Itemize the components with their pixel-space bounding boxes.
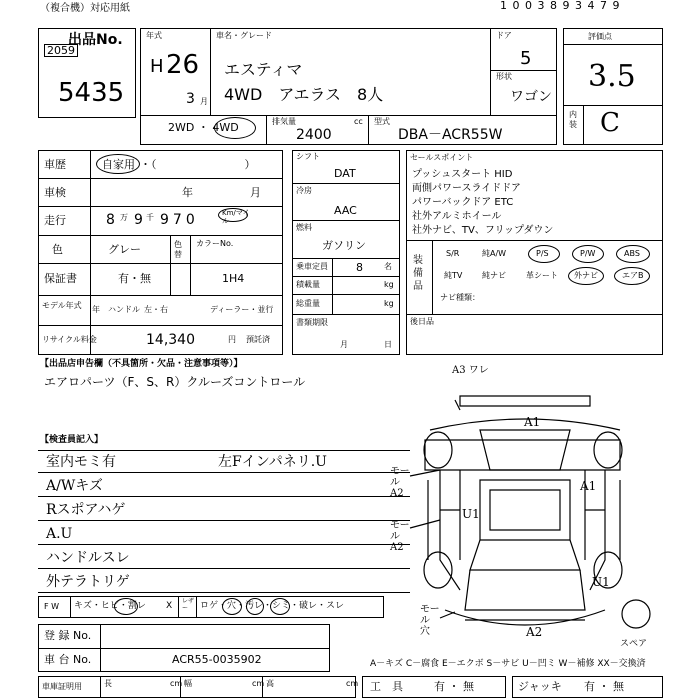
ac-label: 冷房 <box>296 186 312 195</box>
equip-ps: P/S <box>536 249 549 258</box>
chassis-value: ACR55-0035902 <box>172 653 262 666</box>
history-value: 自家用 <box>102 158 135 171</box>
handle-value: 左・右 <box>144 305 168 314</box>
warranty-label: 保証書 <box>44 272 77 285</box>
year-label: 年式 <box>146 31 162 40</box>
equip-sr: S/R <box>446 249 460 258</box>
month-unit: 月 <box>200 97 208 106</box>
year-month: 3 <box>186 91 195 107</box>
rating-score: 3.5 <box>588 59 636 94</box>
reg-label: 登 録 No. <box>44 629 92 642</box>
height-unit: cm <box>346 679 359 688</box>
height-label: 高 <box>266 679 274 688</box>
notes-label: 【出品店申告欄（不具箇所・欠品・注意事項等）】 <box>40 359 243 369</box>
color-change-label: 色替 <box>174 240 182 259</box>
load-label: 積載量 <box>296 280 320 289</box>
inspector-line-4: A.U <box>46 526 73 542</box>
shift-label: シフト <box>296 152 320 161</box>
weight-label: 総重量 <box>296 299 320 308</box>
recycle-unit: 円 <box>228 335 236 344</box>
shape-value: ワゴン <box>510 89 552 105</box>
condition-items: キズ・ヒビ・割レ <box>74 601 146 611</box>
interior-label: 内装 <box>569 110 577 129</box>
header-number: 1 0 0 3 8 9 3 4 7 9 <box>500 0 621 12</box>
model-year-label: モデル年式 <box>42 301 82 310</box>
man-unit: 万 <box>120 213 128 222</box>
tool-value: 有 ・ 無 <box>434 680 474 693</box>
inspector-label: 【検査員記入】 <box>40 435 104 445</box>
deposit-label: 預託済 <box>246 335 270 344</box>
cert-label: 車庫証明用 <box>42 682 82 691</box>
model-year-unit: 年 <box>92 305 100 314</box>
displacement-value: 2400 <box>296 127 332 143</box>
mark-u1-front: U1 <box>592 575 610 589</box>
mileage-man: 8 <box>106 212 115 228</box>
sales-label: セールスポイント <box>410 153 474 162</box>
handle-label: ハンドル <box>108 305 140 314</box>
mileage-tail: 970 <box>160 212 199 228</box>
year-value: 26 <box>166 50 200 80</box>
header-text: （複合機）対応用紙 <box>40 3 130 14</box>
capacity-label: 乗車定員 <box>296 262 328 271</box>
chassis-label: 車 台 No. <box>44 653 92 666</box>
warranty-value: 有・無 <box>118 272 151 285</box>
mark-u1-mid: U1 <box>462 507 480 521</box>
doc-label: 書類期限 <box>296 318 328 327</box>
recycle-value: 14,340 <box>146 332 195 348</box>
lot-tag: 2059 <box>44 44 78 57</box>
spare-label: スペア <box>620 639 648 649</box>
equip-aw: 純A/W <box>482 249 507 258</box>
lot-label: 出品No. <box>68 32 123 48</box>
sales-point-5: 社外ナビ、TV、フリップダウン <box>412 225 554 236</box>
doors-label: ドア <box>496 31 512 40</box>
equip-ext-navi: 外ナビ <box>574 271 598 280</box>
mark-a2-bottom: A2 <box>526 625 543 639</box>
leather-label: レザー <box>182 598 195 612</box>
doc-month: 月 <box>340 340 348 349</box>
sales-point-1: プッシュスタート HID <box>412 169 513 180</box>
inspector-line-5: ハンドルスレ <box>46 550 130 566</box>
recycle-label: リサイクル料金 <box>42 335 97 344</box>
jack-value: 有 ・ 無 <box>584 680 624 693</box>
width-label: 幅 <box>184 679 192 688</box>
notes-text: エアロパーツ（F、S、R）クルーズコントロール <box>44 375 306 389</box>
car-grade: 4WD アエラス 8人 <box>224 85 384 104</box>
lot-number: 5435 <box>58 78 125 108</box>
inspector-line-2: A/Wキズ <box>46 478 103 494</box>
equip-leather: 革シート <box>526 271 558 280</box>
mark-a1-top: A1 <box>524 415 541 429</box>
sales-point-3: パワーバックドア ETC <box>412 197 514 208</box>
navi-type-label: ナビ種類： <box>440 293 480 302</box>
fuel-value: ガソリン <box>322 239 366 252</box>
model-value: DBA－ACR55W <box>398 127 503 143</box>
sales-point-4: 社外アルミホイール <box>412 211 502 222</box>
model-label: 型式 <box>374 117 390 126</box>
mark-a3: A3 ワレ <box>452 365 489 376</box>
jack-label: ジャッキ <box>518 680 562 693</box>
history-label: 車歴 <box>44 158 66 171</box>
dealer-label: ディーラー・並行 <box>210 305 274 314</box>
inspector-line-6: 外テラトリゲ <box>46 574 130 590</box>
color-value: グレー <box>108 243 141 256</box>
interior-grade: C <box>600 108 620 138</box>
mark-molding-a2: モール A2 <box>390 466 410 499</box>
condition-x: X <box>166 601 173 611</box>
ac-value: AAC <box>334 204 357 217</box>
inspection-label: 車検 <box>44 186 66 199</box>
length-label: 長 <box>104 679 112 688</box>
tool-label: 工 具 <box>370 680 403 693</box>
capacity-unit: 名 <box>384 262 392 271</box>
drive-type: 2WD ・ 4WD <box>168 121 239 134</box>
equip-navi: 純ナビ <box>482 271 506 280</box>
km-unit: Km/マイル <box>222 209 250 225</box>
displacement-label: 排気量 <box>272 117 296 126</box>
fw-label: F W <box>44 602 60 611</box>
mark-molding-hole: モール 穴 <box>420 604 440 637</box>
rating-label: 評価点 <box>588 32 612 41</box>
car-name: エスティマ <box>224 60 303 79</box>
damage-legend: A－キズ C－腐食 E－エクボ S－サビ U－凹ミ W－補修 XX－交換済 <box>370 659 646 669</box>
capacity-value: 8 <box>356 261 363 274</box>
inspection-month: 月 <box>250 186 261 199</box>
inspector-line-3: Rスポアハゲ <box>46 502 126 518</box>
equip-abs: ABS <box>624 249 640 258</box>
inspector-line-1: 室内モミ有 <box>46 454 116 470</box>
fuel-label: 燃料 <box>296 223 312 232</box>
inspection-year: 年 <box>182 186 193 199</box>
sen-unit: 千 <box>146 213 154 222</box>
history-rest: ・（ ） <box>140 158 256 171</box>
shape-label: 形状 <box>496 72 512 81</box>
load-unit: kg <box>384 280 394 289</box>
equip-tv: 純TV <box>444 271 463 280</box>
color-no-value: 1H4 <box>222 272 245 285</box>
length-unit: cm <box>170 679 183 688</box>
later-date-label: 後日品 <box>410 317 434 326</box>
shift-value: DAT <box>334 167 356 180</box>
car-name-label: 車名・グレード <box>216 31 272 40</box>
color-label: 色 <box>52 243 63 256</box>
mark-molding-a2-2: モール A2 <box>390 520 410 553</box>
width-unit: cm <box>252 679 265 688</box>
equip-pw: P/W <box>580 249 596 258</box>
mileage-label: 走行 <box>44 214 66 227</box>
mileage-rest: 9 <box>134 212 143 228</box>
color-no-label: カラーNo. <box>196 239 234 248</box>
sales-point-2: 両側パワースライドドア <box>412 183 521 194</box>
doors-value: 5 <box>520 48 532 69</box>
doc-day: 日 <box>384 340 392 349</box>
inspector-right-line: 左Fインパネリ.U <box>218 454 327 470</box>
year-era: H <box>150 56 164 77</box>
equipment-label: 装備品 <box>413 255 423 292</box>
condition-items-2: ロゲ・穴・汚レ・シミ・破レ・スレ <box>200 601 345 611</box>
equip-airbag: エアB <box>622 271 644 280</box>
cc-unit: cc <box>354 117 363 126</box>
mark-a1-side: A1 <box>580 479 597 493</box>
weight-unit: kg <box>384 299 394 308</box>
